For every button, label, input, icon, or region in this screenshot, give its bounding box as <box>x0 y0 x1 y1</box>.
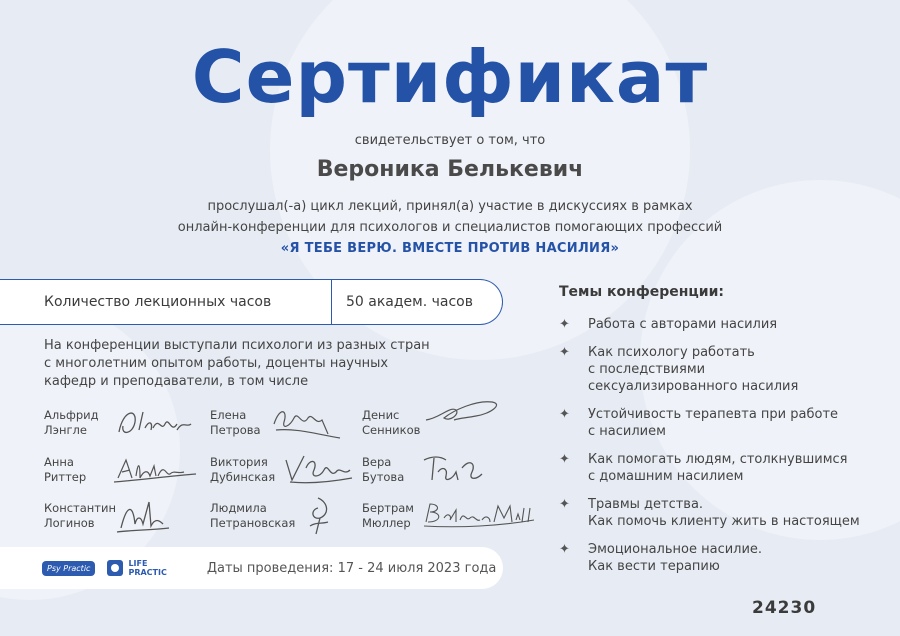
hours-box <box>0 279 503 325</box>
intro-line: с многолетним опытом работы, доценты научных <box>44 356 389 371</box>
sparkle-icon: ✦ <box>559 407 570 422</box>
intro-line: На конференции выступали психологи из разных стран <box>44 338 430 353</box>
certificate-number: 24230 <box>752 598 817 618</box>
speaker-name: Константин Логинов <box>44 501 116 530</box>
signature-image <box>113 494 173 538</box>
speakers-intro <box>44 337 444 391</box>
recipient-name: Вероника Белькевич <box>316 157 584 182</box>
life-practic-logo: LIFE PRACTIC <box>107 559 166 577</box>
speaker-name: Людмила Петрановская <box>210 501 296 530</box>
signature-image <box>420 498 538 532</box>
hours-label: Количество лекционных часов <box>0 280 332 324</box>
topics-heading: Темы конференции: <box>559 284 724 300</box>
footer-bar <box>0 547 503 589</box>
topic-text: Устойчивость терапевта при работе с насилием <box>588 407 839 439</box>
speaker-name: Вера Бутова <box>362 455 405 484</box>
topic-item <box>559 316 879 333</box>
topic-item <box>559 451 879 485</box>
description-line: онлайн-конференции для психологов и специалистов помогающих профессий <box>177 220 723 235</box>
speaker-name: Виктория Дубинская <box>210 455 276 484</box>
speaker-name: Альфрид Лэнгле <box>44 408 99 437</box>
speaker-name: Денис Сенников <box>362 408 421 437</box>
signature-image <box>266 400 346 444</box>
sparkle-icon: ✦ <box>559 345 570 360</box>
topic-item <box>559 541 879 575</box>
hours-value: 50 академ. часов <box>346 294 473 310</box>
signature-image <box>113 402 197 442</box>
topic-text: Как помогать людям, столкнувшимся с домашним насилием <box>588 452 848 484</box>
topic-text: Как психологу работать с последствиями сексуализированного насилия <box>588 345 799 394</box>
conference-name: «Я ТЕБЕ ВЕРЮ. ВМЕСТЕ ПРОТИВ НАСИЛИЯ» <box>280 241 620 256</box>
sparkle-icon: ✦ <box>559 542 570 557</box>
topic-item <box>559 406 879 440</box>
psy-practic-logo: Psy Practic <box>42 561 95 576</box>
description-line: прослушал(-а) цикл лекций, принял(а) участие в дискуссиях в рамках <box>207 199 693 214</box>
speaker-name: Бертрам Мюллер <box>362 501 414 530</box>
signature-image <box>300 492 340 540</box>
topic-item <box>559 344 879 395</box>
signature-image <box>280 448 358 490</box>
signature-image <box>110 452 200 490</box>
topic-text: Эмоциональное насилие. Как вести терапию <box>588 542 763 574</box>
topic-text: Травмы детства. Как помочь клиенту жить в настоящем <box>588 497 860 529</box>
signature-image <box>420 396 504 432</box>
sparkle-icon: ✦ <box>559 497 570 512</box>
sparkle-icon: ✦ <box>559 452 570 467</box>
certificate-title: Сертификат <box>191 35 709 119</box>
speaker-name: Елена Петрова <box>210 408 261 437</box>
intro-line: кафедр и преподаватели, в том числе <box>44 374 309 389</box>
life-practic-icon <box>107 560 123 576</box>
speaker-name: Анна Риттер <box>44 455 87 484</box>
topic-item <box>559 496 879 530</box>
signature-image <box>418 450 488 488</box>
event-dates: Даты проведения: 17 - 24 июля 2023 года <box>206 560 497 576</box>
topic-text: Работа с авторами насилия <box>588 317 778 332</box>
sparkle-icon: ✦ <box>559 317 570 332</box>
subtitle: свидетельствует о том, что <box>354 133 546 148</box>
